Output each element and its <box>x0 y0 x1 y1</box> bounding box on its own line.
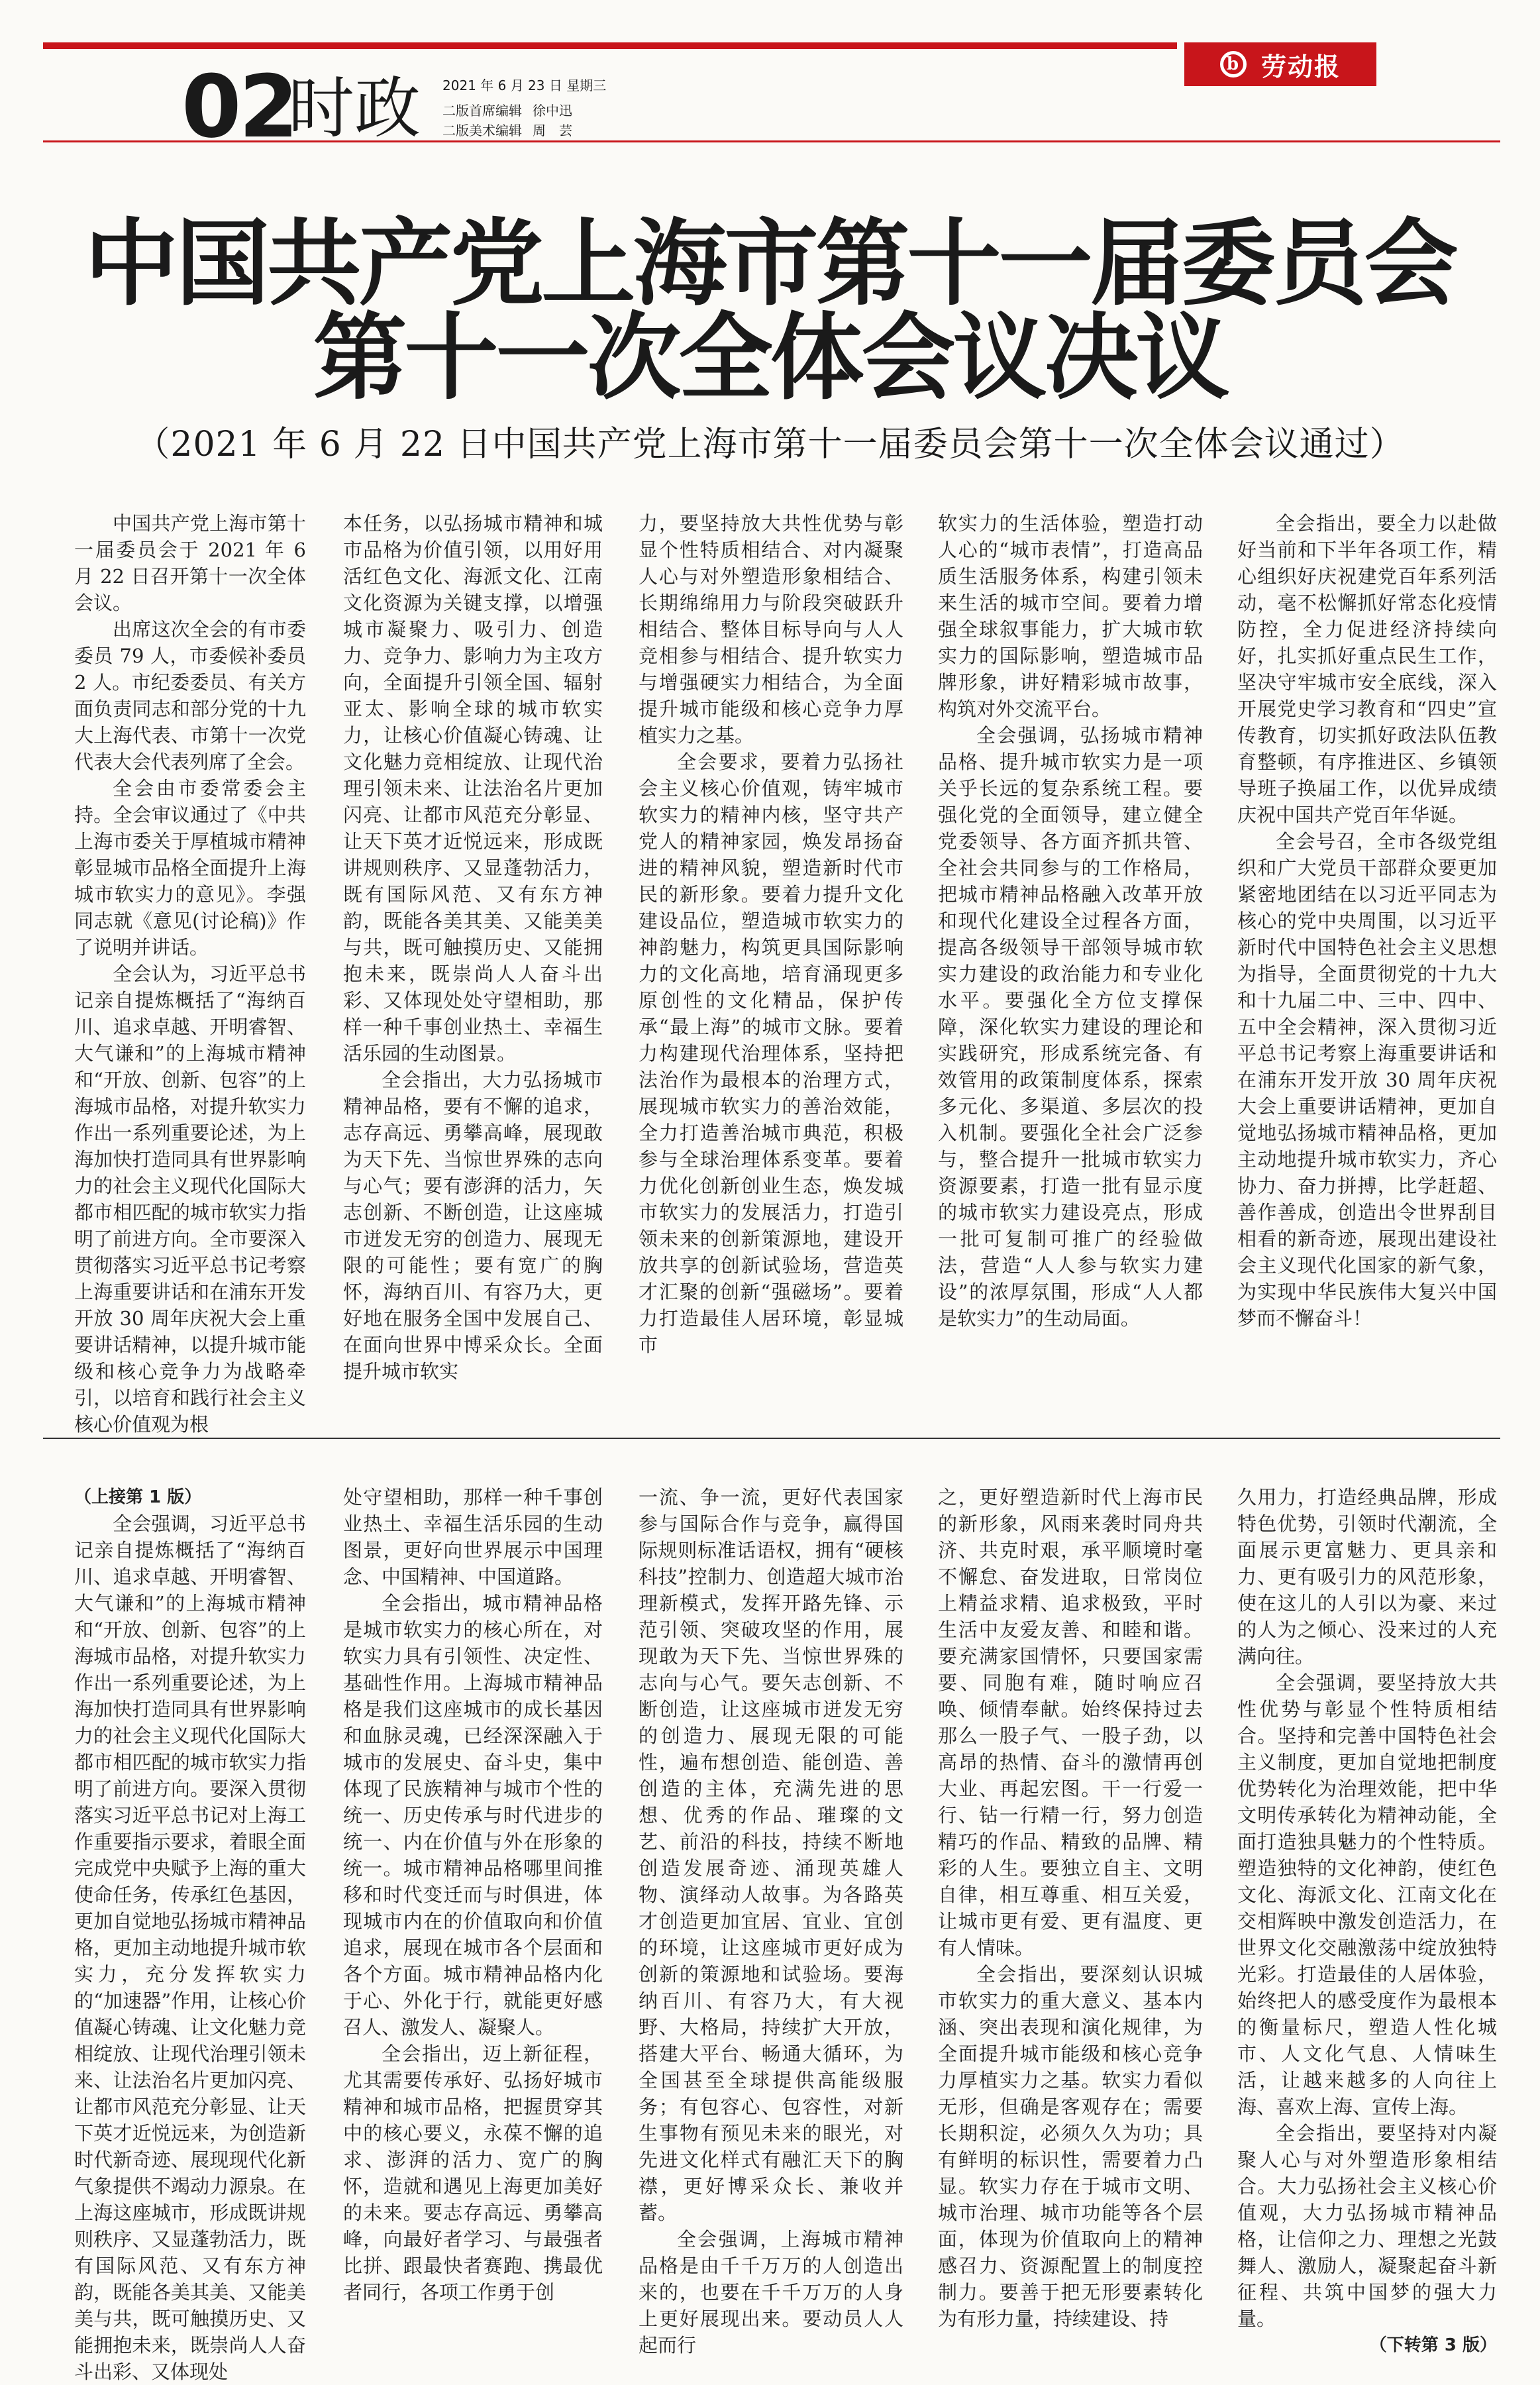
paragraph: 一流、争一流，更好代表国家参与国际合作与竞争，赢得国际规则标准话语权，拥有“硬核科技”控制力、创造超大城市治理新模式，发挥开路先锋、示范引领、突破攻坚的作用，展现敢为天下先、当惊世界殊的志向与心气。要矢志创新、不断创造，让这座城市迸发无穷的创造力、展现无限的可能性，遍布想创造、能创造、善创造的主体，充满先进的思想、优秀的作品、璀璨的文艺、前沿的科技，持续不断地创造发展奇迹、涌现英雄人物、演绎动人故事。为各路英才创造更加宜居、宜业、宜创的环境，让这座城市更好成为创新的策源地和试验场。要海纳百川、有容乃大，有大视野、大格局，持续扩大开放，搭建大平台、畅通大循环，为全国甚至全球提供高能级服务；有包容心、包容性，对新生事物有预见未来的眼光，对先进文化样式有融汇天下的胸襟，更好博采众长、兼收并蓄。 <box>639 1486 903 2224</box>
paragraph: 处守望相助，那样一种千事创业热土、幸福生活乐园的生动图景，更好向世界展示中国理念、中国精神、中国道路。 <box>343 1486 603 1588</box>
paragraph: 全会指出，大力弘扬城市精神品格，要有不懈的追求，志存高远、勇攀高峰，展现敢为天下先、当惊世界殊的志向与心气；要有澎湃的活力，矢志创新、不断创造，让这座城市迸发无穷的创造力、展现无限的可能性；要有宽广的胸怀，海纳百川、有容乃大，更好地在服务全国中发展自己、在面向世界中博采众长。全面提升城市软实 <box>343 1069 603 1383</box>
paragraph: 之，更好塑造新时代上海市民的新形象，风雨来袭时同舟共济、共克时艰，承平顺境时毫不懈怠、奋发进取，日常岗位上精益求精、追求极致，平时生活中友爱友善、和睦和谐。要充满家国情怀，只要国家需要、同胞有难，随时响应召唤、倾情奉献。始终保持过去那么一股子气、一股子劲，以高昂的热情、奋斗的激情再创大业、再起宏图。干一行爱一行、钻一行精一行，努力创造精巧的作品、精致的品牌、精彩的人生。要独立自主、文明自律，相互尊重、相互关爱，让城市更有爱、更有温度、更有人情味。 <box>938 1486 1203 1959</box>
newspaper-logo <box>1184 42 1376 86</box>
paragraph: 全会强调，习近平总书记亲自提炼概括了“海纳百川、追求卓越、开明睿智、大气谦和”的上海城市精神和“开放、创新、包容”的上海城市品格，对提升软实力作出一系列重要论述，为上海加快打造同具有世界影响力的社会主义现代化国际大都市相匹配的城市软实力指明了前进方向。要深入贯彻落实习近平总书记对上海工作重要指示要求，着眼全面完成党中央赋予上海的重大使命任务，传承红色基因，更加自觉地弘扬城市精神品格，更加主动地提升城市软实力，充分发挥软实力的“加速器”作用，让核心价值凝心铸魂、让文化魅力竞相绽放、让现代治理引领未来、让法治名片更加闪亮、让都市风范充分彰显、让天下英才近悦远来，为创造新时代新奇迹、展现现代化新气象提供不竭动力源泉。在上海这座城市，形成既讲规则秩序、又显蓬勃活力，既有国际风范、又有东方神韵，既能各美其美、又能美美与共，既可触摸历史、又能拥抱未来，既崇尚人人奋斗出彩、又体现处 <box>74 1512 306 2383</box>
bottom-column-3 <box>639 1484 903 2357</box>
section-divider <box>43 1438 1500 1439</box>
headline-line-2: 第十一次全体会议决议 <box>313 303 1227 413</box>
bottom-column-4 <box>938 1484 1203 2330</box>
designer-role: 二版美术编辑 <box>442 123 522 138</box>
top-red-rule <box>43 42 1177 49</box>
headline-line-1: 中国共产党上海市第十一届委员会 <box>84 209 1456 319</box>
continued-from-marker: （上接第 1 版） <box>74 1487 202 1507</box>
paragraph: 中国共产党上海市第十一届委员会于 2021 年 6 月 22 日召开第十一次全体会议。 <box>74 512 306 614</box>
paragraph: 软实力的生活体验，塑造打动人心的“城市表情”，打造高品质生活服务体系，构建引领未来生活的城市空间。要着力增强全球叙事能力，扩大城市软实力的国际影响，塑造城市品牌形象，讲好精彩城市故事，构筑对外交流平台。 <box>938 512 1203 720</box>
headline-subtitle: （2021 年 6 月 22 日中国共产党上海市第十一届委员会第十一次全体会议通过） <box>135 425 1405 464</box>
bottom-column-2 <box>343 1484 603 2304</box>
paragraph: 出席这次全会的有市委委员 79 人，市委候补委员 2 人。市纪委委员、有关方面负责同志和部分党的十九大上海代表、市第十一次党代表大会代表列席了全会。 <box>74 618 306 773</box>
top-column-4 <box>938 510 1203 1411</box>
paragraph: 全会指出，要全力以赴做好当前和下半年各项工作，精心组织好庆祝建党百年系列活动，毫不松懈抓好常态化疫情防控，全力促进经济持续向好，扎实抓好重点民生工作，坚决守牢城市安全底线，深入开展党史学习教育和“四史”宣传教育，切实抓好政法队伍教育整顿，有序推进区、乡镇领导班子换届工作，以优异成绩庆祝中国共产党百年华诞。 <box>1237 512 1497 826</box>
section-name: 时政 <box>288 70 421 147</box>
top-column-1 <box>74 510 306 1436</box>
bottom-column-1 <box>74 1484 306 2383</box>
paragraph: 全会要求，要着力弘扬社会主义核心价值观，铸牢城市软实力的精神内核，坚守共产党人的精神家园，焕发昂扬奋进的精神风貌，塑造新时代市民的新形象。要着力提升文化建设品位，塑造城市软实力的神韵魅力，构筑更具国际影响力的文化高地，培育涌现更多原创性的文化精品，保护传承“最上海”的城市文脉。要着力构建现代治理体系，坚持把法治作为最根本的治理方式，展现城市软实力的善治效能，全力打造善治城市典范，积极参与全球治理体系变革。要着力优化创新创业生态，焕发城市软实力的发展活力，打造引领未来的创新策源地，建设开放共享的创新试验场，营造英才汇聚的创新“强磁场”。要着力打造最佳人居环境，彰显城市 <box>639 751 903 1356</box>
paragraph: 全会指出，迈上新征程，尤其需要传承好、弘扬好城市精神和城市品格，把握贯穿其中的核心要义，永葆不懈的追求、澎湃的活力、宽广的胸怀，造就和遇见上海更加美好的未来。要志存高远、勇攀高峰，向最好者学习、与最强者比拼、跟最快者赛跑、携最优者同行，各项工作勇于创 <box>343 2042 603 2304</box>
logo-mark-icon: b <box>1220 51 1247 78</box>
top-column-2 <box>343 510 603 1411</box>
date-line <box>442 78 617 93</box>
designer-name: 周 芸 <box>533 123 572 138</box>
paragraph: 本任务，以弘扬城市精神和城市品格为价值引领，以用好用活红色文化、海派文化、江南文化资源为关键支撑，以增强城市凝聚力、吸引力、创造力、竞争力、影响力为主攻方向，全面提升引领全国、辐射亚太、影响全球的城市软实力，让核心价值凝心铸魂、让文化魅力竞相绽放、让现代治理引领未来、让法治名片更加闪亮、让都市风范充分彰显、让天下英才近悦远来，形成既讲规则秩序、又显蓬勃活力，既有国际风范、又有东方神韵，既能各美其美、又能美美与共，既可触摸历史、又能拥抱未来，既崇尚人人奋斗出彩、又体现处处守望相助，那样一种千事创业热土、幸福生活乐园的生动图景。 <box>343 512 603 1065</box>
date-text: 2021 年 6 月 23 日 星期三 <box>442 78 607 93</box>
editor-line <box>442 103 583 118</box>
top-column-3 <box>639 510 903 1411</box>
paragraph: 力，要坚持放大共性优势与彰显个性特质相结合、对内凝聚人心与对外塑造形象相结合、长期绵绵用力与阶段突破跃升相结合、整体目标导向与人人竞相参与相结合、提升软实力与增强硬实力相结合，为全面提升城市能级和核心竞争力厚植实力之基。 <box>639 512 903 747</box>
continued-to-marker: （下转第 3 版） <box>1369 2335 1497 2355</box>
paragraph: 全会强调，要坚持放大共性优势与彰显个性特质相结合。坚持和完善中国特色社会主义制度，更加自觉地把制度优势转化为治理效能，把中华文明传承转化为精神动能，全面打造独具魅力的个性特质。塑造独特的文化神韵，使红色文化、海派文化、江南文化在交相辉映中激发创造活力，在世界文化交融激荡中绽放独特光彩。打造最佳的人居体验，始终把人的感受度作为最根本的衡量标尺，塑造人性化城市、人文化气息、人情味生活，让越来越多的人向往上海、喜欢上海、宣传上海。 <box>1237 1671 1497 2118</box>
bottom-column-5 <box>1237 1484 1497 2355</box>
paragraph: 久用力，打造经典品牌，形成特色优势，引领时代潮流，全面展示更富魅力、更具亲和力、更有吸引力的风范形象，使在这儿的人引以为豪、来过的人为之倾心、没来过的人充满向往。 <box>1237 1486 1497 1668</box>
editor-role: 二版首席编辑 <box>442 103 522 119</box>
paragraph: 全会号召，全市各级党组织和广大党员干部群众要更加紧密地团结在以习近平同志为核心的党中央周围，以习近平新时代中国特色社会主义思想为指导，全面贯彻党的十九大和十九届二中、三中、四中、五中全会精神，深入贯彻习近平总书记考察上海重要讲话和在浦东开发开放 30 周年庆祝大会上重要讲话精神，更加自觉地弘扬城市精神品格，更加主动地提升城市软实力，齐心协力、奋力拼搏，比学赶超、善作善成，创造出令世界刮目相看的新奇迹，展现出建设社会主义现代化国家的新气象，为实现中华民族伟大复兴中国梦而不懈奋斗！ <box>1237 830 1497 1330</box>
top-column-5 <box>1237 510 1497 1411</box>
page-number: 02 <box>181 56 296 157</box>
paragraph: 全会强调，上海城市精神品格是由千千万万的人创造出来的，也要在千千万万的人身上更好展现出来。要动员人人起而行 <box>639 2228 903 2357</box>
editor-name: 徐中迅 <box>533 103 572 119</box>
paragraph: 全会指出，要坚持对内凝聚人心与对外塑造形象相结合。大力弘扬社会主义核心价值观，大力弘扬城市精神品格，让信仰之力、理想之光鼓舞人、激励人，凝聚起奋斗新征程、共筑中国梦的强大力量。 <box>1237 2122 1497 2330</box>
paragraph: 全会指出，城市精神品格是城市软实力的核心所在，对软实力具有引领性、决定性、基础性作用。上海城市精神品格是我们这座城市的成长基因和血脉灵魂，已经深深融入于城市的发展史、奋斗史，集中体现了民族精神与城市个性的统一、历史传承与时代进步的统一、内在价值与外在形象的统一。城市精神品格哪里间推移和时代变迁而与时俱进，体现城市内在的价值取向和价值追求，展现在城市各个层面和各个方面。城市精神品格内化于心、外化于行，就能更好感召人、激发人、凝聚人。 <box>343 1592 603 2039</box>
paragraph: 全会认为，习近平总书记亲自提炼概括了“海纳百川、追求卓越、开明睿智、大气谦和”的上海城市精神和“开放、创新、包容”的上海城市品格，对提升软实力作出一系列重要论述，为上海加快打造同具有世界影响力的社会主义现代化国际大都市相匹配的城市软实力指明了前进方向。全市要深入贯彻落实习近平总书记考察上海重要讲话和在浦东开发开放 30 周年庆祝大会上重要讲话精神，以提升城市能级和核心竞争力为战略牵引，以培育和践行社会主义核心价值观为根 <box>74 963 306 1436</box>
paragraph: 全会指出，要深刻认识城市软实力的重大意义、基本内涵、突出表现和演化规律，为全面提升城市能级和核心竞争力厚植实力之基。软实力看似无形，但确是客观存在；需要长期积淀，必须久久为功；具有鲜明的标识性，需要着力凸显。软实力存在于城市文明、城市治理、城市功能等各个层面，体现为价值取向上的精神感召力、资源配置上的制度控制力。要善于把无形要素转化为有形力量，持续建设、持 <box>938 1963 1203 2330</box>
logo-text: 劳动报 <box>1260 51 1341 81</box>
paragraph: 全会强调，弘扬城市精神品格、提升城市软实力是一项关乎长远的复杂系统工程。要强化党的全面领导，建立健全党委领导、各方面齐抓共管、全社会共同参与的工作格局，把城市精神品格融入改革开放和现代化建设全过程各方面，提高各级领导干部领导城市软实力建设的政治能力和专业化水平。要强化全方位支撑保障，深化软实力建设的理论和实践研究，形成系统完备、有效管用的政策制度体系，探索多元化、多渠道、多层次的投入机制。要强化全社会广泛参与，整合提升一批城市软实力资源要素，打造一批有显示度的城市软实力建设亮点，形成一批可复制可推广的经验做法，营造“人人参与软实力建设”的浓厚氛围，形成“人人都是软实力”的生动局面。 <box>938 724 1203 1330</box>
designer-line <box>442 123 583 138</box>
paragraph: 全会由市委常委会主持。全会审议通过了《中共上海市委关于厚植城市精神彰显城市品格全面提升上海城市软实力的意见》。李强同志就《意见(讨论稿)》作了说明并讲话。 <box>74 777 306 959</box>
